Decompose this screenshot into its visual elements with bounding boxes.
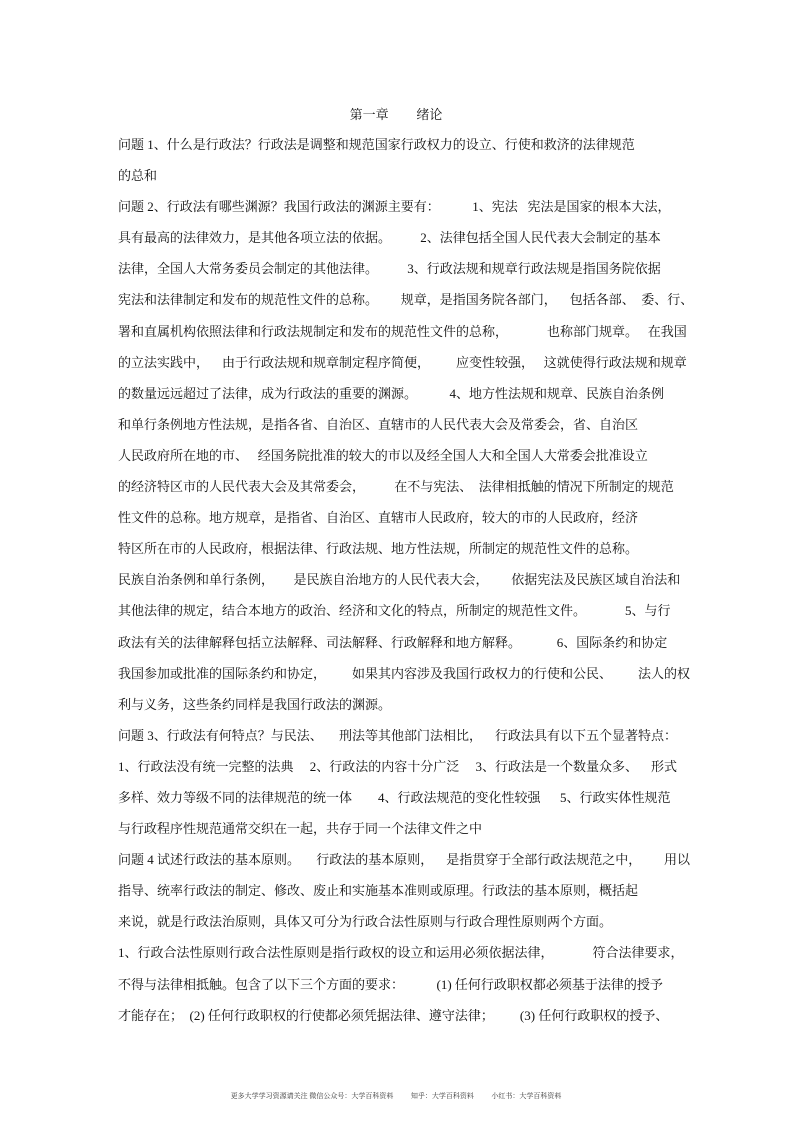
text-line: 问题 2、行政法有哪些渊源？我国行政法的渊源主要有： 1、宪法 宪法是国家的根本大法， [118, 199, 671, 215]
page-footer: 更多大学学习资源请关注 微信公众号：大学百科资料 知乎：大学百科资料 小红书：大学百科资料 [230, 1092, 562, 1100]
text-line: 利与义务，这些条约同样是我国行政法的渊源。 [118, 696, 392, 712]
text-line: 特区所在市的人民政府，根据法律、行政法规、地方性法规，所制定的规范性文件的总称。 [118, 541, 639, 557]
text-line: 和单行条例地方性法规，是指各省、自治区、直辖市的人民代表大会及常委会，省、自治区 [118, 416, 639, 432]
chapter-title: 第一章 绪论 [349, 107, 443, 122]
text-line: 与行政程序性规范通常交织在一起，共存于同一个法律文件之中 [118, 821, 483, 837]
text-line: 具有最高的法律效力，是其他各项立法的依据。 2、法律包括全国人民代表大会制定的基本 [118, 230, 661, 246]
text-line: 问题 3、行政法有何特点？与民法、 刑法等其他部门法相比， 行政法具有以下五个显著特点： [118, 727, 678, 743]
text-line: 署和直属机构依照法律和行政法规制定和发布的规范性文件的总称， 也称部门规章。 在我国 [118, 323, 687, 339]
text-line: 的数量远远超过了法律，成为行政法的重要的渊源。 4、地方性法规和规章、民族自治条例 [118, 385, 665, 401]
text-line: 民族自治条例和单行条例， 是民族自治地方的人民代表大会， 依据宪法及民族区域自治法和 [118, 572, 681, 588]
text-line: 1、行政合法性原则行政合法性原则是指行政权的设立和运用必须依据法律， 符合法律要求， [118, 945, 684, 961]
text-line: 的经济特区市的人民代表大会及其常委会， 在不与宪法、 法律相抵触的情况下所制定的规范 [118, 479, 674, 495]
text-line: 来说，就是行政法治原则，具体又可分为行政合法性原则与行政合理性原则两个方面。 [118, 914, 613, 930]
text-line: 法律，全国人大常务委员会制定的其他法律。 3、行政法规和规章行政法规是指国务院依据 [118, 261, 661, 277]
text-line: 多样、效力等级不同的法律规范的统一体 4、行政法规范的变化性较强 5、行政实体性规范 [118, 789, 671, 805]
text-line: 政法有关的法律解释包括立法解释、司法解释、行政解释和地方解释。 6、国际条约和协定 [118, 634, 668, 650]
text-line: 我国参加或批准的国际条约和协定， 如果其内容涉及我国行政权力的行使和公民、 法人的权 [118, 665, 691, 681]
text-line: 问题 4 试述行政法的基本原则。 行政法的基本原则， 是指贯穿于全部行政法规范之中， 用以 [118, 852, 691, 868]
text-line: 性文件的总称。地方规章，是指省、自治区、直辖市人民政府，较大的市的人民政府，经济 [118, 510, 639, 526]
text-line: 宪法和法律制定和发布的规范性文件的总称。 规章，是指国务院各部门， 包括各部、 委、行、 [118, 292, 694, 308]
text-line: 不得与法律相抵触。包含了以下三个方面的要求： (1) 任何行政职权都必须基于法律的授予 [118, 976, 663, 992]
document-body [118, 136, 694, 1038]
text-line: 其他法律的规定，结合本地方的政治、经济和文化的特点，所制定的规范性文件。 5、与行 [118, 603, 671, 619]
text-line: 问题 1、什么是行政法？行政法是调整和规范国家行政权力的设立、行使和救济的法律规范 [118, 137, 635, 152]
text-line: 才能存在； (2) 任何行政职权的行使都必须凭据法律、遵守法律； (3) 任何行政职权的授予、 [118, 1007, 669, 1023]
text-line: 人民政府所在地的市、 经国务院批准的较大的市以及经全国人大和全国人大常委会批准设立 [118, 447, 648, 463]
text-line: 1、行政法没有统一完整的法典 2、行政法的内容十分广泛 3、行政法是一个数量众多、 形式 [118, 758, 678, 774]
text-line: 的总和 [118, 168, 158, 184]
text-line: 指导、统率行政法的制定、修改、废止和实施基本准则或原理。行政法的基本原则，概括起 [118, 883, 639, 899]
text-line: 的立法实践中， 由于行政法规和规章制定程序简便， 应变性较强， 这就使得行政法规和规章 [118, 354, 687, 370]
